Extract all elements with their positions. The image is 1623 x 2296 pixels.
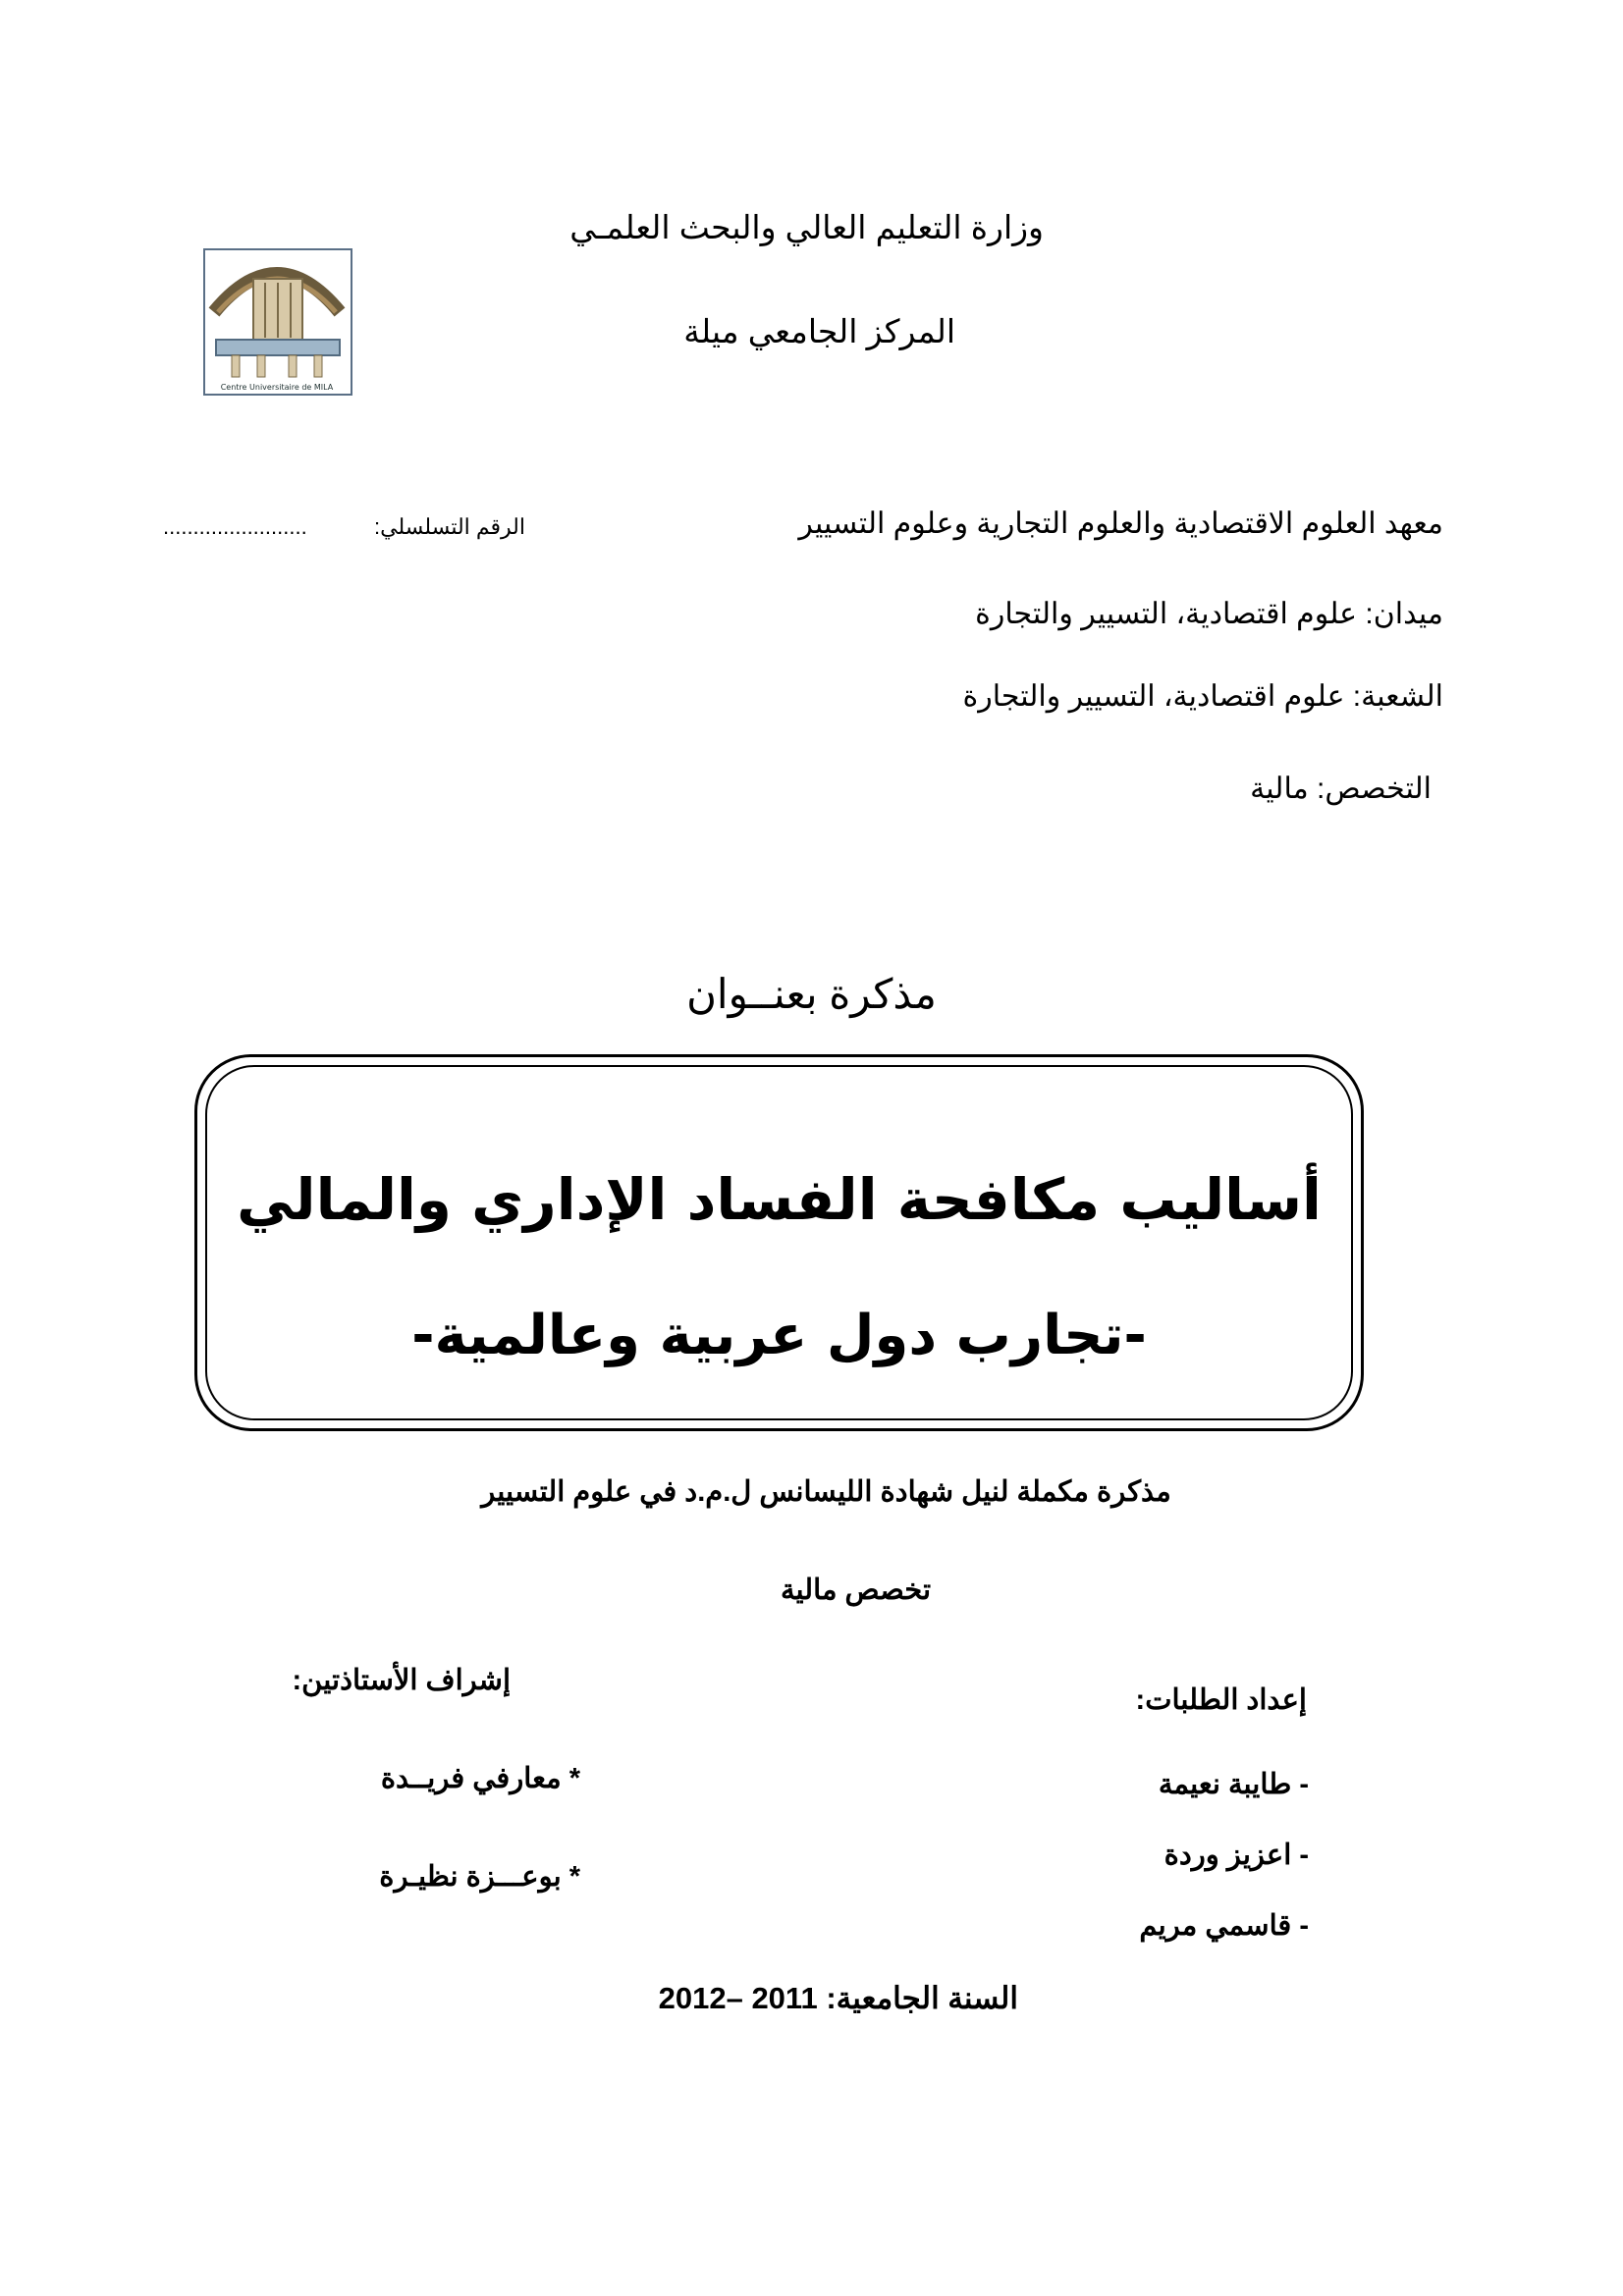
thesis-title-label: مذكرة بعنــوان (686, 971, 937, 1017)
supervision-label: إشراف الأستاذتين: (292, 1665, 511, 1696)
branch-line: الشعبة: علوم اقتصادية، التسيير والتجارة (962, 680, 1443, 713)
student-name: - اعزيز وردة (1163, 1840, 1309, 1871)
supervisor-name: * معارفي فريــدة (380, 1763, 580, 1794)
institute-name: معهد العلوم الاقتصادية والعلوم التجارية وعلوم التسيير (798, 507, 1443, 540)
specialty-statement: تخصص مالية (780, 1575, 932, 1606)
prepared-by-label: إعداد الطلبات: (1135, 1684, 1307, 1716)
student-name: - قاسمي مريم (1139, 1910, 1309, 1942)
serial-number-label: الرقم التسلسلي: (374, 514, 525, 539)
university-center-name: المركز الجامعي ميلة (683, 313, 955, 349)
thesis-subtitle: -تجارب دول عربية وعالمية- (411, 1304, 1147, 1367)
serial-number-field: ........................ (163, 514, 307, 539)
university-logo (196, 243, 357, 400)
degree-statement: مذكرة مكملة لنيل شهادة الليسانس ل.م.د في علوم التسيير (481, 1476, 1171, 1508)
field-line: ميدان: علوم اقتصادية، التسيير والتجارة (975, 598, 1443, 630)
title-frame (194, 1054, 1364, 1431)
logo-caption: Centre Universitaire de MILA (220, 383, 334, 392)
ministry-heading: وزارة التعليم العالي والبحث العلمـي (569, 209, 1044, 245)
specialization-line: التخصص: مالية (1250, 773, 1432, 805)
student-name: - طايبة نعيمة (1158, 1769, 1309, 1800)
thesis-main-title: أساليب مكافحة الفساد الإداري والمالي (237, 1166, 1322, 1233)
supervisor-name: * بوعـــزة نظيـرة (379, 1861, 580, 1893)
academic-year: السنة الجامعية: 2011 –2012 (658, 1981, 1018, 2015)
